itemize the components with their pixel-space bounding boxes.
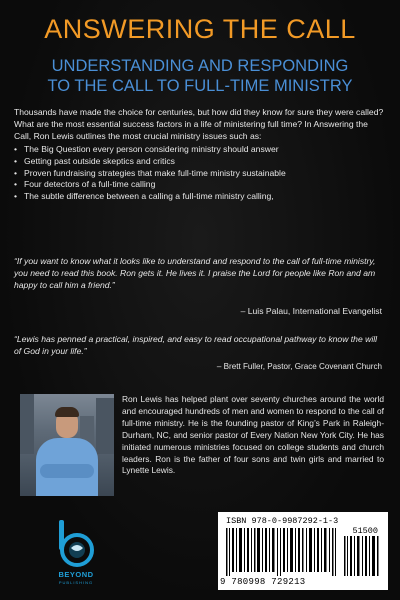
intro-paragraph: Thousands have made the choice for centuries, but how did they know for sure they were called? What are the most essential success factors in a life of ministering full time? In Answering the Call, Ron Lewis outlines the most crucial ministry issues such as: xyxy=(14,107,384,141)
barcode-bars xyxy=(226,528,338,576)
subtitle-line-1: UNDERSTANDING AND RESPONDING xyxy=(51,57,349,75)
endorsement-attribution: – Brett Fuller, Pastor, Grace Covenant Church xyxy=(216,362,382,371)
list-item: • The subtle difference between a calling a full-time ministry calling, xyxy=(14,191,386,203)
beyond-logo-icon xyxy=(54,518,98,568)
isbn-barcode xyxy=(218,512,388,590)
publisher-name: BEYOND xyxy=(58,570,94,579)
price-barcode-bars xyxy=(344,536,380,576)
list-item: • The Big Question every person considering ministry should answer xyxy=(14,144,386,156)
book-subtitle xyxy=(0,56,400,96)
publisher-logo xyxy=(46,518,106,590)
publisher-subtitle: PUBLISHING xyxy=(58,580,94,585)
isbn-text: ISBN 978-0-9987292-1-3 xyxy=(226,516,339,526)
author-bio: Ron Lewis has helped plant over seventy churches around the world and encouraged hundreds of men and women to respond to the call of full-time ministry. He is the founding pastor of King’s Park in Raleigh-Durham, NC, and senior pastor of Every Nation New York City. He has initiated numerous ministries focused on college students and church leaders. Ron is the father of four sons and twin girls and married to Lynette Lewis. xyxy=(122,394,384,476)
subtitle-line-2: TO THE CALL TO FULL-TIME MINISTRY xyxy=(47,77,353,95)
list-item: • Proven fundraising strategies that make full-time ministry sustainable xyxy=(14,168,386,180)
ean-number: 9 780998 729213 xyxy=(220,577,306,587)
list-item: • Four detectors of a full-time calling xyxy=(14,179,386,191)
book-title: ANSWERING THE CALL xyxy=(44,14,356,44)
list-item: • Getting past outside skeptics and critics xyxy=(14,156,386,168)
author-photo xyxy=(20,394,114,496)
endorsement-quote: “If you want to know what it looks like to understand and respond to the call of full-time ministry, you need to read this book. Ron gets it. He lives it. I praise the Lord for people like Ron and am happy to call him a friend.” xyxy=(14,256,376,291)
issues-list xyxy=(14,144,386,203)
endorsement-attribution: – Luis Palau, International Evangelist xyxy=(240,306,382,316)
endorsement-quote: “Lewis has penned a practical, inspired, and easy to read occupational pathway to know the will of God in your life.” xyxy=(14,334,378,357)
price-code: 51500 xyxy=(352,526,378,536)
